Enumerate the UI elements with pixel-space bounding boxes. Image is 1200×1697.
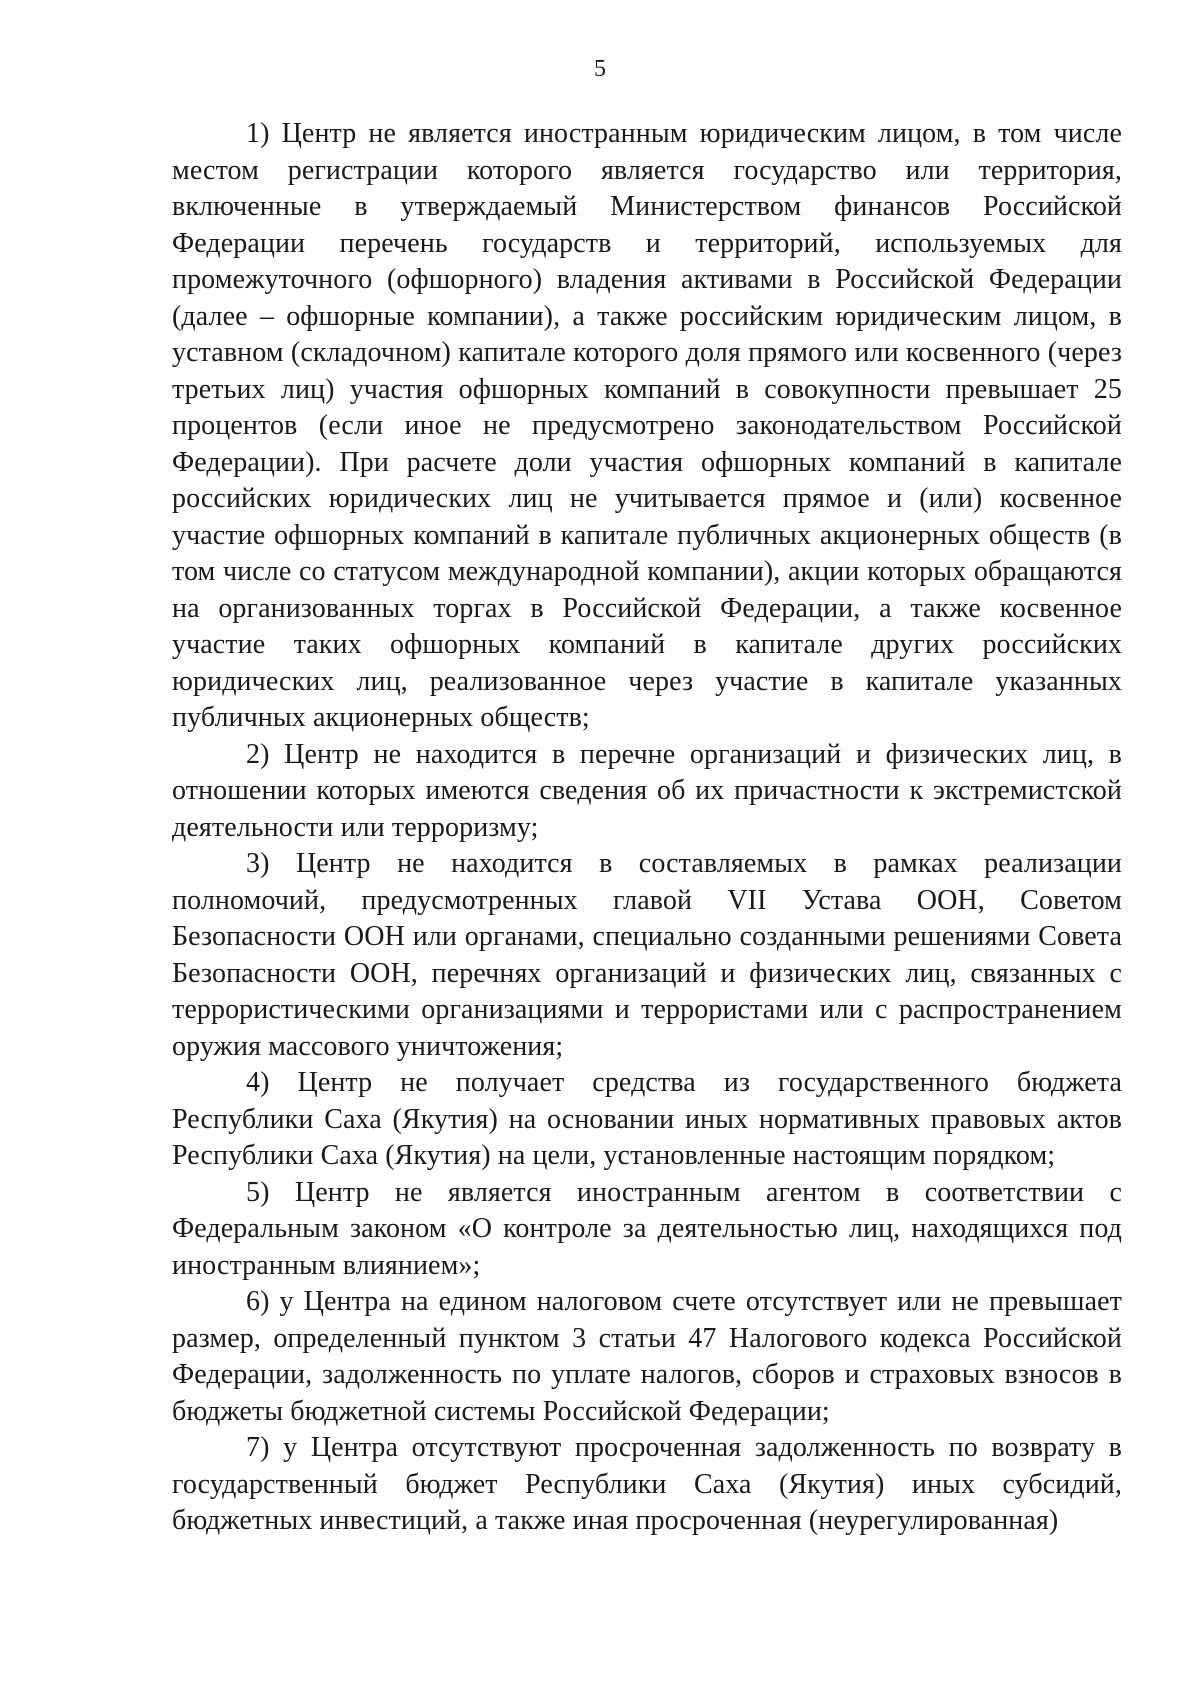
paragraph-item-6: 6) у Центра на едином налоговом счете отсутствует или не превышает размер, определенный пунктом 3 статьи 47 Налогового кодекса Российской Федерации, задолженность по уплате налогов, сборов и страховых взносов в бюджеты бюджетной системы Российской Федерации;	[172, 1286, 1122, 1427]
paragraph-item-7: 7) у Центра отсутствуют просроченная задолженность по возврату в государственный бюджет Республики Саха (Якутия) иных субсидий, бюджетных инвестиций, а также иная просроченная (неурегулированная)	[172, 1432, 1122, 1536]
paragraph-item-4: 4) Центр не получает средства из государственного бюджета Республики Саха (Якутия) на основании иных нормативных правовых актов Республики Саха (Якутия) на цели, установленные настоящим порядком;	[172, 1067, 1122, 1171]
paragraph-item-2: 2) Центр не находится в перечне организаций и физических лиц, в отношении которых имеются сведения об их причастности к экстремистской деятельности или терроризму;	[172, 738, 1122, 843]
document-body	[172, 116, 1122, 1540]
paragraph-item-1: 1) Центр не является иностранным юридическим лицом, в том числе местом регистрации которого является государство или территория, включенные в утверждаемый Министерством финансов Российской Федерации перечень государств и территорий, используемых для промежуточного (офшорного) владения активами в Российской Федерации (далее – офшорные компании), а также российским юридическим лицом, в уставном (складочном) капитале которого доля прямого или косвенного (через третьих лиц) участия офшорных компаний в совокупности превышает 25 процентов (если иное не предусмотрено законодательством Российской Федерации). При расчете доли участия офшорных компаний в капитале российских юридических лиц не учитывается прямое и (или) косвенное участие офшорных компаний в капитале публичных акционерных обществ (в том числе со статусом международной компании), акции которых обращаются на организованных торгах в Российской Федерации, а также косвенное участие таких офшорных компаний в капитале других российских юридических лиц, реализованное через участие в капитале указанных публичных акционерных обществ;	[172, 118, 1122, 733]
paragraph-item-5: 5) Центр не является иностранным агентом в соответствии с Федеральным законом «О контроле за деятельностью лиц, находящихся под иностранным влиянием»;	[172, 1176, 1122, 1281]
paragraph-item-3: 3) Центр не находится в составляемых в рамках реализации полномочий, предусмотренных главой VII Устава ООН, Советом Безопасности ООН или органами, специально созданными решениями Совета Безопасности ООН, перечнях организаций и физических лиц, связанных с террористическими организациями и террористами или с распространением оружия массового уничтожения;	[172, 848, 1122, 1062]
page-number: 5	[594, 56, 606, 82]
